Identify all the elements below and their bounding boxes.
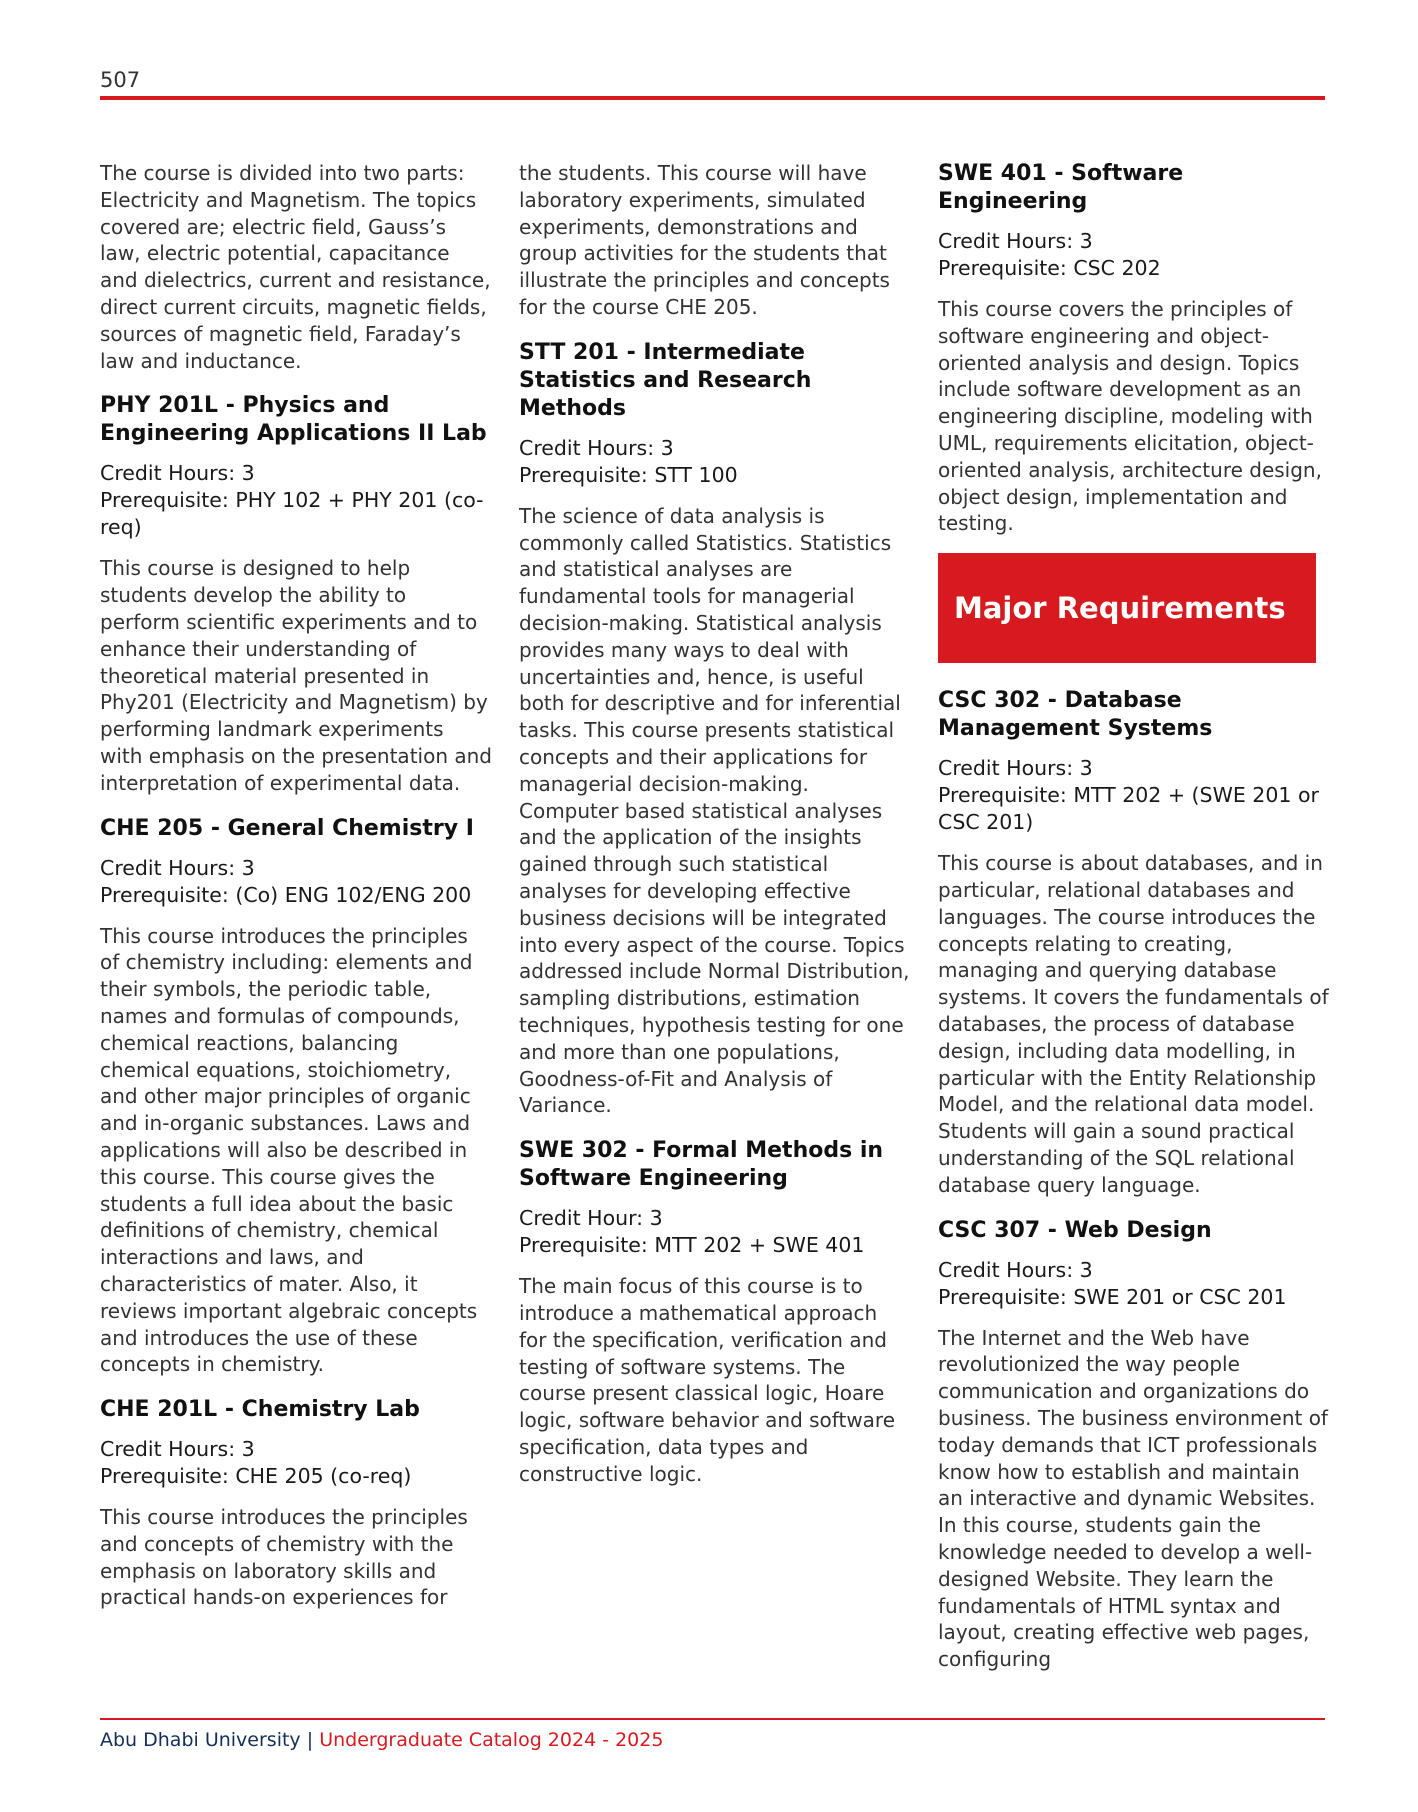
footer-separator: |	[306, 1729, 314, 1751]
column-3	[938, 160, 1330, 1687]
course-title-che205: CHE 205 - General Chemistry I	[100, 815, 474, 841]
course-title-csc302: CSC 302 - Database Management Systems	[938, 688, 1213, 742]
course-description-csc307: The Internet and the Web have revolutionized the way people communication and organizations do business. The business environment of today demands that ICT professionals know how to establish and maintain an interactive and dynamic Websites. In this course, students gain the knowledge needed to develop a well-designed Website. They learn the fundamentals of HTML syntax and layout, creating effective web pages, configuring	[938, 1325, 1328, 1672]
course-meta-csc307	[938, 1257, 1330, 1311]
course-meta-csc302	[938, 755, 1330, 836]
credit-hours: Credit Hours: 3	[100, 855, 255, 880]
course-description-che201l: This course introduces the principles and concepts of chemistry with the emphasis on laboratory skills and practical hands-on experiences for	[100, 1505, 468, 1610]
credit-hours: Credit Hours: 3	[938, 229, 1093, 253]
course-title-swe302: SWE 302 - Formal Methods in Software Engineering	[519, 1138, 884, 1192]
course-description-stt201: The science of data analysis is commonly called Statistics. Statistics and statistical analyses are fundamental tools for managerial decision-making. Statistical analysis provides many ways to deal with uncertainties and, hence, is useful both for descriptive and for inferential tasks. This course presents statistical concepts and their applications for managerial decision-making. Computer based statistical analyses and the application of the insights gained through such statistical analyses for developing effective business decisions will be integrated into every aspect of the course. Topics addressed include Normal Distribution, sampling distributions, estimation techniques, hypothesis testing for one and more than one populations, Goodness-of-Fit and Analysis of Variance.	[519, 503, 910, 1118]
course-title-che201l: CHE 201L - Chemistry Lab	[100, 1397, 420, 1423]
prerequisite: Prerequisite: SWE 201 or CSC 201	[938, 1284, 1287, 1309]
footer-rule	[100, 1718, 1325, 1720]
course-description-phy201l: This course is designed to help students develop the ability to perform scientific experiments and to enhance their understanding of theoretical material presented in Phy201 (Electricity and Magnetism) by performing landmark experiments with emphasis on the presentation and interpretation of experimental data.	[100, 556, 492, 795]
course-meta-stt201	[519, 435, 911, 489]
course-meta-che205	[100, 855, 492, 909]
footer-catalog-title: Undergraduate Catalog 2024 - 2025	[319, 1729, 664, 1751]
prerequisite: Prerequisite: (Co) ENG 102/ENG 200	[100, 882, 472, 907]
major-requirements-banner: Major Requirements	[938, 553, 1316, 663]
course-meta-swe302	[519, 1205, 911, 1259]
course-meta-phy201l	[100, 460, 492, 541]
course-title-csc307: CSC 307 - Web Design	[938, 1217, 1212, 1243]
credit-hours: Credit Hours: 3	[100, 461, 255, 486]
footer	[100, 1728, 663, 1752]
credit-hours: Credit Hour: 3	[519, 1206, 663, 1231]
credit-hours: Credit Hours: 3	[100, 1437, 255, 1462]
prerequisite: Prerequisite: STT 100	[519, 462, 738, 487]
che201l-description-continued: the students. This course will have laboratory experiments, simulated experiments, demonstrations and group activities for the students that illustrate the principles and concepts for the course CHE 205.	[519, 161, 890, 319]
credit-hours: Credit Hours: 3	[938, 756, 1093, 781]
course-title-swe401: SWE 401 - Software Engineering	[938, 161, 1184, 214]
course-description-swe302: The main focus of this course is to introduce a mathematical approach for the specification, verification and testing of software systems. The course present classical logic, Hoare logic, software behavior and software specification, data types and constructive logic.	[519, 1274, 896, 1486]
course-meta-swe401	[938, 228, 1330, 282]
column-1	[100, 160, 492, 1625]
prerequisite: Prerequisite: MTT 202 + SWE 401	[519, 1233, 865, 1258]
header-rule	[100, 96, 1325, 100]
course-meta-che201l	[100, 1436, 492, 1490]
physics-course-description-continued: The course is divided into two parts: Electricity and Magnetism. The topics covered are; electric field, Gauss’s law, electric potential, capacitance and dielectrics, current and resistance, direct current circuits, magnetic fields, sources of magnetic field, Faraday’s law and inductance.	[100, 161, 491, 373]
credit-hours: Credit Hours: 3	[519, 435, 674, 460]
column-2	[519, 160, 911, 1501]
prerequisite: Prerequisite: CHE 205 (co-req)	[100, 1464, 412, 1489]
course-description-che205: This course introduces the principles of chemistry including: elements and their symbols, the periodic table, names and formulas of compounds, chemical reactions, balancing chemical equations, stoichiometry, and other major principles of organic and in-organic substances. Laws and applications will also be described in this course. This course gives the students a full idea about the basic definitions of chemistry, chemical interactions and laws, and characteristics of mater. Also, it reviews important algebraic concepts and introduces the use of these concepts in chemistry.	[100, 923, 478, 1377]
prerequisite: Prerequisite: CSC 202	[938, 256, 1161, 280]
course-description-csc302: This course is about databases, and in particular, relational databases and languages. The course introduces the concepts relating to creating, managing and querying database systems. It covers the fundamentals of databases, the process of database design, including data modelling, in particular with the Entity Relationship Model, and the relational data model. Students will gain a sound practical understanding of the SQL relational database query language.	[938, 851, 1329, 1197]
credit-hours: Credit Hours: 3	[938, 1257, 1093, 1282]
course-title-stt201: STT 201 - Intermediate Statistics and Research Methods	[519, 339, 812, 421]
prerequisite: Prerequisite: MTT 202 + (SWE 201 or CSC 201)	[938, 783, 1319, 835]
course-description-swe401: This course covers the principles of software engineering and object-oriented analysis and design. Topics include software development as an engineering discipline, modeling with UML, requirements elicitation, object-oriented analysis, architecture design, object design, implementation and testing.	[938, 297, 1322, 536]
prerequisite: Prerequisite: PHY 102 + PHY 201 (co-req)	[100, 488, 484, 540]
course-title-phy201l: PHY 201L - Physics and Engineering Applications II Lab	[100, 393, 487, 447]
footer-university: Abu Dhabi University	[100, 1729, 301, 1751]
page-number: 507	[100, 68, 141, 92]
